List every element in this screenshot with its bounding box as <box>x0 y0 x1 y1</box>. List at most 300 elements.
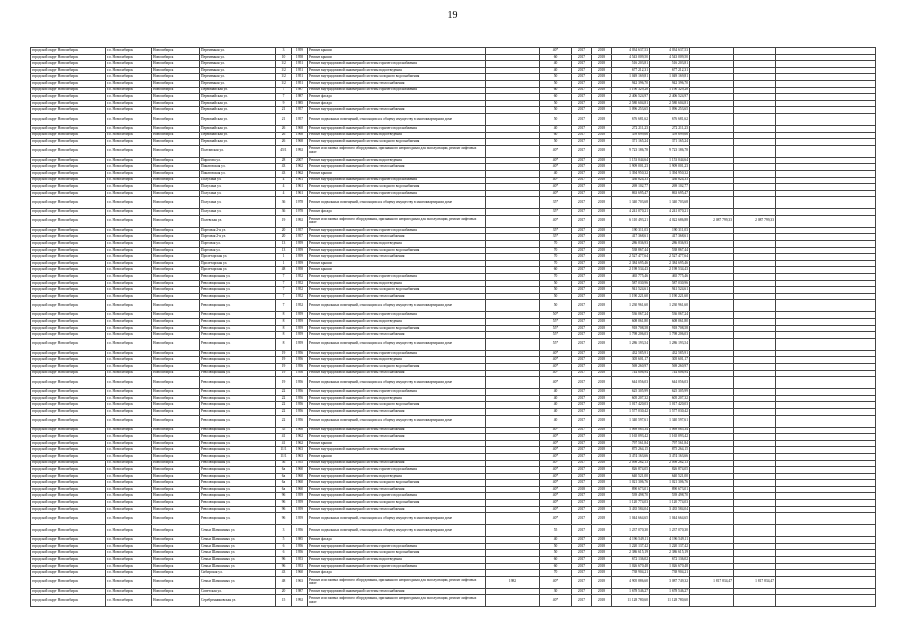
table-cell: г.о. Новосибирск <box>106 543 152 550</box>
table-cell: г.о. Новосибирск <box>106 473 152 480</box>
table-row <box>31 67 876 74</box>
table-cell: г.о. Новосибирск <box>106 132 152 139</box>
table-cell: Революционная ул. <box>200 402 276 409</box>
table-cell: 1963 <box>292 447 308 454</box>
table-cell: Революционная ул. <box>200 513 276 525</box>
table-cell: Новосибирск <box>152 332 200 339</box>
table-cell: 11/1 <box>276 447 292 454</box>
table-cell: 2017 <box>572 550 592 557</box>
table-cell: 538 867,44 <box>612 247 650 254</box>
table-cell: 2017 <box>572 132 592 139</box>
table-cell: 432 585,91 <box>612 350 650 357</box>
table-cell <box>776 113 876 125</box>
table-row <box>31 300 876 312</box>
table-cell: 40* <box>540 184 572 191</box>
table-cell: городской округ Новосибирск <box>31 209 106 216</box>
table-cell: Ремонт фасада <box>308 94 486 101</box>
table-cell: Ремонт или замена лифтового оборудования, признанного непригодным для эксплуатации, ремонт лифтовых шахт <box>308 576 486 588</box>
table-cell <box>690 415 734 427</box>
table-cell: г.о. Новосибирск <box>106 54 152 61</box>
table-row <box>31 325 876 332</box>
table-cell: Первомайская ул. <box>200 107 276 114</box>
table-cell: 40* <box>540 377 572 389</box>
table-cell: 2018 <box>592 447 612 454</box>
table-cell <box>690 125 734 132</box>
table-cell <box>776 395 876 402</box>
table-cell: городской округ Новосибирск <box>31 402 106 409</box>
table-cell: 50 <box>540 280 572 287</box>
table-cell <box>486 319 540 326</box>
table-row <box>31 453 876 460</box>
table-cell: городской округ Новосибирск <box>31 61 106 68</box>
table-cell <box>734 184 776 191</box>
table-cell <box>776 357 876 364</box>
table-cell <box>486 145 540 157</box>
table-cell: Ремонт внутридомовой инженерной системы водоотведения <box>308 67 486 74</box>
table-cell <box>690 332 734 339</box>
table-cell: 41 <box>276 434 292 441</box>
table-cell: г.о. Новосибирск <box>106 493 152 500</box>
table-cell: 1951 <box>292 67 308 74</box>
table-cell: Революционная ул. <box>200 312 276 319</box>
table-cell: г.о. Новосибирск <box>106 500 152 507</box>
table-cell: 2018 <box>592 357 612 364</box>
table-cell <box>776 145 876 157</box>
table-cell: городской округ Новосибирск <box>31 467 106 474</box>
table-cell: 40 <box>540 389 572 396</box>
table-cell: 1 049 169,81 <box>650 74 690 81</box>
table-cell: 1962 <box>292 440 308 447</box>
table-cell: Ремонт или замена лифтового оборудования, признанного непригодным для эксплуатации, ремонт лифтовых шахт <box>308 215 486 227</box>
table-cell: Новосибирск <box>152 184 200 191</box>
table-cell: Революционная ул. <box>200 325 276 332</box>
table-cell: 19 <box>276 377 292 389</box>
table-cell: 417 368,61 <box>612 234 650 241</box>
table-cell: 40* <box>540 363 572 370</box>
table-cell: Революционная ул. <box>200 389 276 396</box>
table-cell: Ремонт внутридомовой инженерной системы горячего водоснабжения <box>308 312 486 319</box>
table-cell <box>734 319 776 326</box>
table-cell: 2 087 799,33 <box>734 215 776 227</box>
table-cell: Новосибирск <box>152 427 200 434</box>
table-cell <box>776 87 876 94</box>
table-cell: 2018 <box>592 80 612 87</box>
table-cell <box>734 274 776 281</box>
table-cell: Переменная ул. <box>200 67 276 74</box>
table-cell: 826 874,05 <box>612 467 650 474</box>
table-cell: городской округ Новосибирск <box>31 300 106 312</box>
table-cell: 190 311,03 <box>650 227 690 234</box>
table-cell: Революционная ул. <box>200 395 276 402</box>
table-cell: 2018 <box>592 293 612 300</box>
table-cell: г.о. Новосибирск <box>106 287 152 294</box>
table-cell: 96 <box>276 493 292 500</box>
table-cell: 2018 <box>592 576 612 588</box>
table-cell <box>734 493 776 500</box>
table-cell <box>776 595 876 607</box>
table-cell <box>486 67 540 74</box>
table-cell: 19 <box>276 350 292 357</box>
table-cell: г.о. Новосибирск <box>106 513 152 525</box>
table-cell: 4 241 070,21 <box>612 209 650 216</box>
table-cell <box>776 125 876 132</box>
table-row <box>31 332 876 339</box>
table-row <box>31 595 876 607</box>
table-cell <box>734 157 776 164</box>
table-cell: Ремонт внутридомовой инженерной системы холодного водоснабжения <box>308 184 486 191</box>
table-cell <box>734 550 776 557</box>
table-cell <box>486 434 540 441</box>
table-cell: Ремонт внутридомовой инженерной системы холодного водоснабжения <box>308 287 486 294</box>
table-cell: 4 241 070,21 <box>650 209 690 216</box>
table-cell: 1957 <box>292 227 308 234</box>
table-cell: городской округ Новосибирск <box>31 350 106 357</box>
table-cell: Новосибирск <box>152 293 200 300</box>
table-cell: 2018 <box>592 389 612 396</box>
table-cell: городской округ Новосибирск <box>31 67 106 74</box>
table-cell: городской округ Новосибирск <box>31 74 106 81</box>
table-cell: г.о. Новосибирск <box>106 467 152 474</box>
table-cell: городской округ Новосибирск <box>31 280 106 287</box>
table-cell: 2018 <box>592 254 612 261</box>
table-cell: Ремонт подвальных помещений, относящихся к общему имуществу в многоквартирном доме <box>308 513 486 525</box>
table-cell: Новосибирск <box>152 377 200 389</box>
table-cell: 1968 <box>292 427 308 434</box>
table-cell <box>776 370 876 377</box>
table-cell: 40* <box>540 434 572 441</box>
table-cell: 1 <box>276 260 292 267</box>
table-cell: Революционная ул. <box>200 415 276 427</box>
table-cell: городской округ Новосибирск <box>31 107 106 114</box>
table-cell: г.о. Новосибирск <box>106 300 152 312</box>
table-row <box>31 440 876 447</box>
table-row <box>31 319 876 326</box>
table-cell: 516 203,81 <box>612 61 650 68</box>
table-cell: 1959 <box>292 500 308 507</box>
table-cell: 2017 <box>572 513 592 525</box>
table-cell: 2017 <box>572 427 592 434</box>
table-cell <box>734 241 776 248</box>
table-cell: Ремонт внутридомовой инженерной системы теплоснабжения <box>308 460 486 467</box>
table-cell: 8 <box>276 312 292 319</box>
table-cell: Новосибирск <box>152 543 200 550</box>
table-cell: 538 867,44 <box>650 247 690 254</box>
table-cell <box>776 177 876 184</box>
table-cell: Новосибирск <box>152 87 200 94</box>
table-cell <box>486 215 540 227</box>
table-cell: 1953 <box>292 557 308 564</box>
table-cell: Новосибирск <box>152 267 200 274</box>
table-cell <box>486 408 540 415</box>
table-cell <box>690 190 734 197</box>
table-cell: городской округ Новосибирск <box>31 563 106 570</box>
table-cell: Революционная ул. <box>200 274 276 281</box>
table-cell: Революционная ул. <box>200 377 276 389</box>
table-cell: 40 <box>540 408 572 415</box>
table-cell: 2018 <box>592 486 612 493</box>
table-cell <box>690 395 734 402</box>
table-cell: 2018 <box>592 234 612 241</box>
table-cell: г.о. Новосибирск <box>106 319 152 326</box>
table-cell <box>776 254 876 261</box>
table-cell: 60 <box>540 132 572 139</box>
table-cell: г.о. Новосибирск <box>106 370 152 377</box>
table-cell: 8 <box>276 325 292 332</box>
table-cell: г.о. Новосибирск <box>106 537 152 544</box>
table-cell <box>734 408 776 415</box>
table-cell: 1 220 137,42 <box>650 543 690 550</box>
table-cell: 1959 <box>292 338 308 350</box>
table-cell: г.о. Новосибирск <box>106 557 152 564</box>
table-cell <box>690 280 734 287</box>
table-cell: Пирогова ул. <box>200 157 276 164</box>
table-cell: 2017 <box>572 350 592 357</box>
table-cell: 918 708,58 <box>650 325 690 332</box>
table-cell: Ремонт крыши <box>308 54 486 61</box>
table-cell <box>690 447 734 454</box>
table-cell: 2018 <box>592 164 612 171</box>
table-cell: г.о. Новосибирск <box>106 389 152 396</box>
table-cell: 6а <box>276 486 292 493</box>
table-cell <box>486 157 540 164</box>
table-cell: Ремонт внутридомовой инженерной системы холодного водоснабжения <box>308 325 486 332</box>
table-cell: городской округ Новосибирск <box>31 440 106 447</box>
table-cell <box>734 480 776 487</box>
table-cell: 20 <box>276 588 292 595</box>
table-cell: 2017 <box>572 300 592 312</box>
table-cell: 1 165 093,42 <box>612 434 650 441</box>
table-cell: Первомайская ул. <box>200 125 276 132</box>
table-cell <box>776 473 876 480</box>
table-cell: 2018 <box>592 260 612 267</box>
table-cell <box>690 94 734 101</box>
table-cell: Новосибирск <box>152 227 200 234</box>
table-cell <box>734 100 776 107</box>
table-cell: 2017 <box>572 408 592 415</box>
table-cell <box>776 227 876 234</box>
table-cell: 1 190 221,60 <box>650 293 690 300</box>
table-cell: 2017 <box>572 125 592 132</box>
table-cell <box>734 293 776 300</box>
table-cell: 2018 <box>592 434 612 441</box>
table-cell: 2018 <box>592 473 612 480</box>
table-cell: 272 211,23 <box>612 125 650 132</box>
table-cell: 2018 <box>592 460 612 467</box>
table-cell: 2 406 524,97 <box>650 94 690 101</box>
table-cell: г.о. Новосибирск <box>106 440 152 447</box>
table-cell: 60 <box>540 557 572 564</box>
table-cell: 10 <box>276 54 292 61</box>
table-cell: 96 <box>276 557 292 564</box>
table-cell: Новосибирск <box>152 486 200 493</box>
table-cell: городской округ Новосибирск <box>31 427 106 434</box>
table-cell <box>690 570 734 577</box>
table-cell: 2017 <box>572 80 592 87</box>
table-cell: Советская ул. <box>200 588 276 595</box>
table-cell <box>690 370 734 377</box>
table-cell: 1960 <box>292 473 308 480</box>
table-cell: 2017 <box>572 537 592 544</box>
table-cell: 2017 <box>572 177 592 184</box>
table-cell <box>776 157 876 164</box>
table-cell: г.о. Новосибирск <box>106 61 152 68</box>
table-cell: Революционная ул. <box>200 338 276 350</box>
table-cell <box>690 493 734 500</box>
table-cell <box>776 570 876 577</box>
table-cell <box>486 107 540 114</box>
table-cell: 1 678 546,27 <box>612 588 650 595</box>
table-row <box>31 80 876 87</box>
table-cell: Ремонт фасада <box>308 100 486 107</box>
table-cell <box>776 54 876 61</box>
table-cell: Революционная ул. <box>200 293 276 300</box>
table-cell: 50 <box>540 100 572 107</box>
table-row <box>31 513 876 525</box>
table-cell: 2017 <box>572 145 592 157</box>
table-cell <box>734 287 776 294</box>
table-cell <box>486 274 540 281</box>
table-cell: 70 <box>540 241 572 248</box>
table-cell: Революционная ул. <box>200 453 276 460</box>
table-cell: 2018 <box>592 61 612 68</box>
table-cell <box>776 139 876 146</box>
table-cell: 1 096 253,65 <box>612 107 650 114</box>
table-cell <box>690 486 734 493</box>
table-cell <box>776 453 876 460</box>
table-cell: 7 <box>276 300 292 312</box>
table-cell: 40 <box>540 402 572 409</box>
table-cell: Ремонт или замена лифтового оборудования, признанного непригодным для эксплуатации, ремонт лифтовых шахт <box>308 145 486 157</box>
table-cell: 4 <box>276 190 292 197</box>
table-cell: 60 <box>540 87 572 94</box>
table-row <box>31 234 876 241</box>
table-cell: 70 <box>540 247 572 254</box>
table-cell: 2018 <box>592 177 612 184</box>
table-cell: Ремонт внутридомовой инженерной системы холодного водоснабжения <box>308 363 486 370</box>
table-cell <box>734 61 776 68</box>
table-cell: 40* <box>540 357 572 364</box>
table-cell: Новосибирск <box>152 493 200 500</box>
table-cell <box>690 377 734 389</box>
table-cell: Ремонт внутридомовой инженерной системы водоотведения <box>308 241 486 248</box>
table-cell: городской округ Новосибирск <box>31 190 106 197</box>
table-cell <box>690 139 734 146</box>
table-cell: 2017 <box>572 100 592 107</box>
table-cell: 1959 <box>292 332 308 339</box>
table-cell <box>690 113 734 125</box>
table-cell: 1 021 306,76 <box>650 480 690 487</box>
table-cell: 1 026 670,48 <box>650 563 690 570</box>
table-cell: 70 <box>540 260 572 267</box>
table-cell: 1 678 546,27 <box>650 588 690 595</box>
table-cell: Портовая ул. <box>200 241 276 248</box>
table-cell: 5 <box>276 537 292 544</box>
table-cell: 1960 <box>292 467 308 474</box>
table-cell: 1959 <box>292 319 308 326</box>
table-cell: 22 <box>276 389 292 396</box>
table-cell: г.о. Новосибирск <box>106 363 152 370</box>
table-cell: г.о. Новосибирск <box>106 100 152 107</box>
table-cell: 2018 <box>592 113 612 125</box>
table-cell <box>734 325 776 332</box>
table-cell <box>776 247 876 254</box>
table-cell: г.о. Новосибирск <box>106 247 152 254</box>
table-cell <box>486 480 540 487</box>
table-cell <box>776 377 876 389</box>
table-cell <box>690 325 734 332</box>
table-cell: г.о. Новосибирск <box>106 254 152 261</box>
table-cell <box>690 506 734 513</box>
table-cell: 2018 <box>592 67 612 74</box>
table-cell: 1959 <box>292 312 308 319</box>
table-cell: 3 474 163,66 <box>650 453 690 460</box>
table-cell: 2018 <box>592 132 612 139</box>
table-cell: Новосибирск <box>152 370 200 377</box>
table-cell <box>690 184 734 191</box>
table-cell: 2018 <box>592 350 612 357</box>
table-cell: Новосибирск <box>152 537 200 544</box>
table-cell <box>776 525 876 537</box>
table-cell: 1968 <box>292 139 308 146</box>
table-cell: г.о. Новосибирск <box>106 267 152 274</box>
table-cell: 2018 <box>592 550 612 557</box>
table-cell: городской округ Новосибирск <box>31 408 106 415</box>
table-cell: Революционная ул. <box>200 500 276 507</box>
table-cell <box>776 506 876 513</box>
table-cell: 569 260,97 <box>650 363 690 370</box>
table-cell: Ремонт внутридомовой инженерной системы холодного водоснабжения <box>308 500 486 507</box>
table-cell: г.о. Новосибирск <box>106 434 152 441</box>
table-cell: 60 <box>540 267 572 274</box>
table-cell: Новосибирск <box>152 395 200 402</box>
table-cell <box>486 48 540 55</box>
table-row <box>31 164 876 171</box>
table-cell <box>486 113 540 125</box>
table-cell: 48 <box>276 267 292 274</box>
table-cell <box>690 54 734 61</box>
table-cell: 40* <box>540 513 572 525</box>
table-row <box>31 473 876 480</box>
table-cell <box>776 415 876 427</box>
table-cell <box>690 357 734 364</box>
table-cell: 15 <box>276 595 292 607</box>
table-cell: 305 601,17 <box>650 357 690 364</box>
table-cell: г.о. Новосибирск <box>106 48 152 55</box>
table-cell <box>486 525 540 537</box>
table-cell: 40 <box>540 170 572 177</box>
table-cell: 1957 <box>292 113 308 125</box>
table-cell: Новосибирск <box>152 274 200 281</box>
table-cell: Первомайская ул. <box>200 139 276 146</box>
table-cell <box>734 197 776 209</box>
table-cell: 2017 <box>572 287 592 294</box>
table-row <box>31 493 876 500</box>
table-cell: 1960 <box>292 480 308 487</box>
table-cell: Ремонт внутридомовой инженерной системы холодного водоснабжения <box>308 247 486 254</box>
table-cell: 2017 <box>572 453 592 460</box>
table-cell: 2018 <box>592 125 612 132</box>
table-cell: 465 775,46 <box>612 274 650 281</box>
table-cell: 36 <box>276 209 292 216</box>
table-row <box>31 338 876 350</box>
table-cell: 1 286 193,54 <box>650 338 690 350</box>
table-cell <box>776 543 876 550</box>
table-cell: 1959 <box>292 260 308 267</box>
table-cell: 1963 <box>292 576 308 588</box>
table-cell: г.о. Новосибирск <box>106 486 152 493</box>
table-cell: 1 017 420,03 <box>650 402 690 409</box>
table-cell: 2018 <box>572 486 592 493</box>
